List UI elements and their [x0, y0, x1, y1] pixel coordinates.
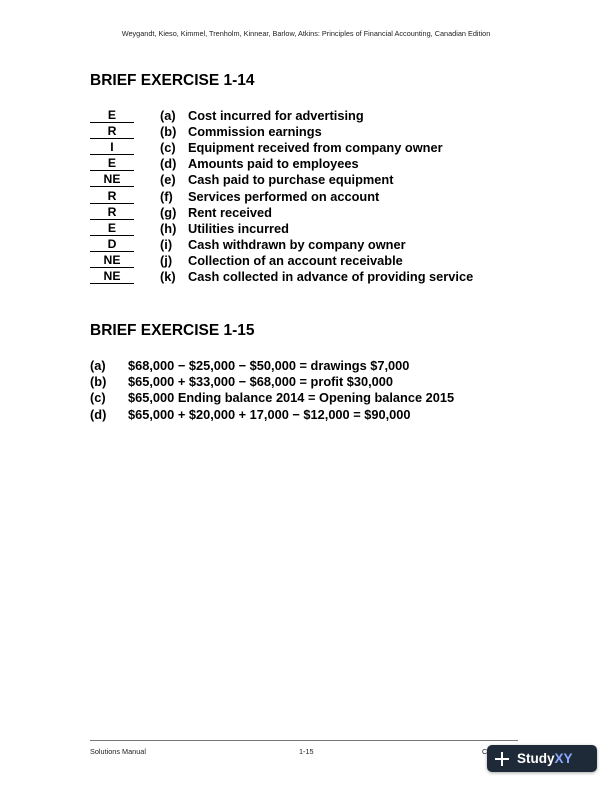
- list-item: [90, 237, 473, 253]
- item-letter: (b): [90, 373, 107, 389]
- list-item: [90, 188, 473, 204]
- exercise-1-15-list: [90, 357, 454, 422]
- list-item: [90, 390, 454, 406]
- item-letter: (d): [90, 406, 107, 422]
- item-letter: (g): [160, 204, 177, 220]
- answer-blank: NE: [90, 269, 134, 284]
- item-text: $65,000 Ending balance 2014 = Opening balance 2015: [128, 390, 455, 406]
- item-text: Services performed on account: [188, 188, 380, 204]
- item-text: Cash paid to purchase equipment: [188, 172, 394, 188]
- answer-blank: R: [90, 124, 134, 139]
- item-text: $65,000 + $33,000 − $68,000 = profit $30,000: [128, 373, 394, 389]
- footer-divider: [90, 740, 518, 741]
- answer-blank: E: [90, 156, 134, 171]
- item-text: Commission earnings: [188, 123, 322, 139]
- item-text: Utilities incurred: [188, 220, 289, 236]
- list-item: [90, 204, 473, 220]
- footer-right-text: C: [482, 747, 488, 756]
- answer-blank: NE: [90, 172, 134, 187]
- page-number: 1-15: [299, 747, 314, 756]
- item-letter: (b): [160, 123, 177, 139]
- answer-blank: E: [90, 221, 134, 236]
- exercise-1-14-list: [90, 107, 473, 285]
- item-text: Cash withdrawn by company owner: [188, 237, 406, 253]
- item-letter: (f): [160, 188, 173, 204]
- item-letter: (h): [160, 220, 177, 236]
- item-letter: (i): [160, 237, 173, 253]
- badge-label: [517, 751, 573, 766]
- item-letter: (a): [160, 107, 176, 123]
- badge-label-main: Study: [517, 751, 555, 766]
- item-text: Cash collected in advance of providing service: [188, 269, 474, 285]
- list-item: [90, 139, 473, 155]
- item-letter: (e): [160, 172, 176, 188]
- item-text: Rent received: [188, 204, 272, 220]
- item-text: Amounts paid to employees: [188, 156, 359, 172]
- answer-blank: NE: [90, 253, 134, 268]
- item-letter: (c): [160, 139, 176, 155]
- answer-blank: I: [90, 140, 134, 155]
- answer-blank: R: [90, 205, 134, 220]
- list-item: [90, 269, 473, 285]
- list-item: [90, 357, 454, 373]
- list-item: [90, 107, 473, 123]
- list-item: [90, 156, 473, 172]
- badge-label-accent: XY: [554, 751, 573, 766]
- exercise-1-14-title: BRIEF EXERCISE 1-14: [90, 72, 255, 89]
- item-text: Equipment received from company owner: [188, 139, 443, 155]
- list-item: [90, 220, 473, 236]
- item-letter: (k): [160, 269, 176, 285]
- footer-title: Solutions Manual: [90, 747, 146, 756]
- plus-icon: [495, 752, 509, 766]
- item-text: $68,000 − $25,000 − $50,000 = drawings $7,000: [128, 357, 410, 373]
- list-item: [90, 373, 454, 389]
- item-letter: (c): [90, 390, 106, 406]
- item-text: Collection of an account receivable: [188, 253, 403, 269]
- item-letter: (a): [90, 357, 106, 373]
- list-item: [90, 406, 454, 422]
- answer-blank: E: [90, 108, 134, 123]
- item-text: Cost incurred for advertising: [188, 107, 364, 123]
- answer-blank: D: [90, 237, 134, 252]
- item-text: $65,000 + $20,000 + 17,000 − $12,000 = $90,000: [128, 406, 411, 422]
- running-header: Weygandt, Kieso, Kimmel, Trenholm, Kinnear, Barlow, Atkins: Principles of Financial Accounting, Canadian Edition: [121, 29, 491, 38]
- list-item: [90, 253, 473, 269]
- answer-blank: R: [90, 189, 134, 204]
- exercise-1-15-title: BRIEF EXERCISE 1-15: [90, 322, 255, 339]
- item-letter: (j): [160, 253, 173, 269]
- list-item: [90, 172, 473, 188]
- list-item: [90, 123, 473, 139]
- studyxy-badge[interactable]: [487, 745, 597, 772]
- item-letter: (d): [160, 156, 177, 172]
